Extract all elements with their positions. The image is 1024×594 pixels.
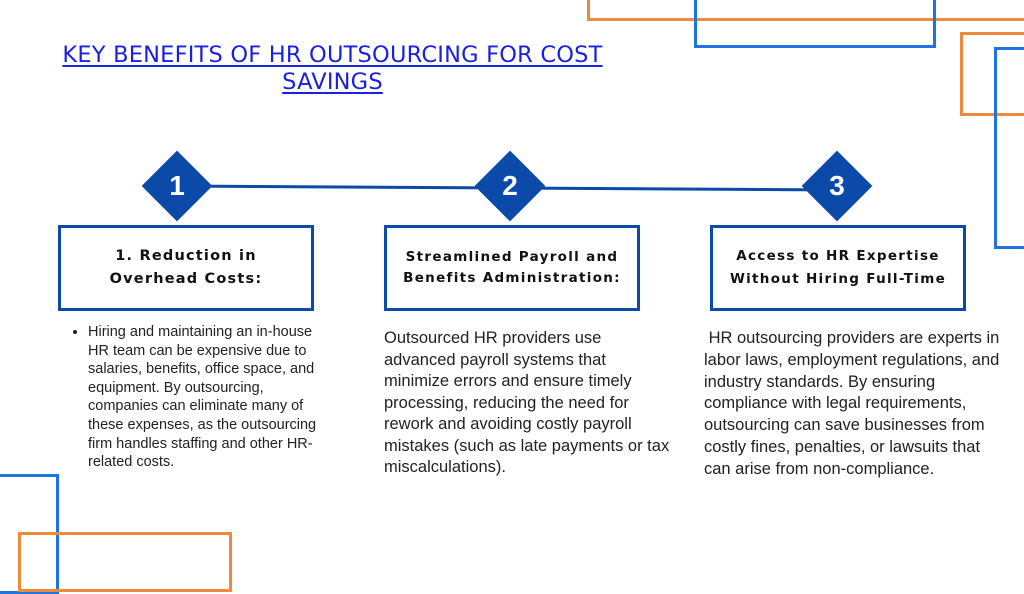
step-1-number: 1 bbox=[169, 170, 185, 201]
step-3-description: HR outsourcing providers are experts in labor laws, employment regulations, and industry standards. By ensuring compliance with legal requirements, outsourcing can save businesses from costly fines, penalties, or lawsuits that can arise from non-compliance. bbox=[704, 329, 1004, 478]
step-1-heading: 1. Reduction in Overhead Costs: bbox=[109, 248, 263, 287]
step-2-number: 2 bbox=[502, 170, 518, 201]
step-3-heading: Access to HR Expertise Without Hiring Full-Time bbox=[729, 248, 947, 287]
step-3-heading-card bbox=[710, 225, 966, 311]
connector-line-1-2 bbox=[178, 186, 510, 188]
step-1-description-text: • Hiring and maintaining an in-house HR team can be expensive due to salaries, benefits, office space, and equipment. By outsourcing, companies can eliminate many of these expenses, as the outsourcing firm handles staffing and other HR-related costs. bbox=[88, 323, 322, 472]
step-1-description bbox=[70, 323, 322, 472]
step-1-heading-card bbox=[58, 225, 314, 311]
step-2-heading-card bbox=[384, 225, 640, 311]
step-2-description: Outsourced HR providers use advanced payroll systems that minimize errors and ensure timely processing, reducing the need for rework and avoiding costly payroll mistakes (such as late payments or tax miscalculations). bbox=[384, 329, 670, 476]
step-3-number: 3 bbox=[829, 170, 845, 201]
page-title: KEY BENEFITS OF HR OUTSOURCING FOR COST SAVINGS bbox=[62, 42, 603, 95]
step-2-heading: Streamlined Payroll and Benefits Administration: bbox=[403, 248, 621, 286]
connector-line-2-3 bbox=[510, 188, 837, 190]
